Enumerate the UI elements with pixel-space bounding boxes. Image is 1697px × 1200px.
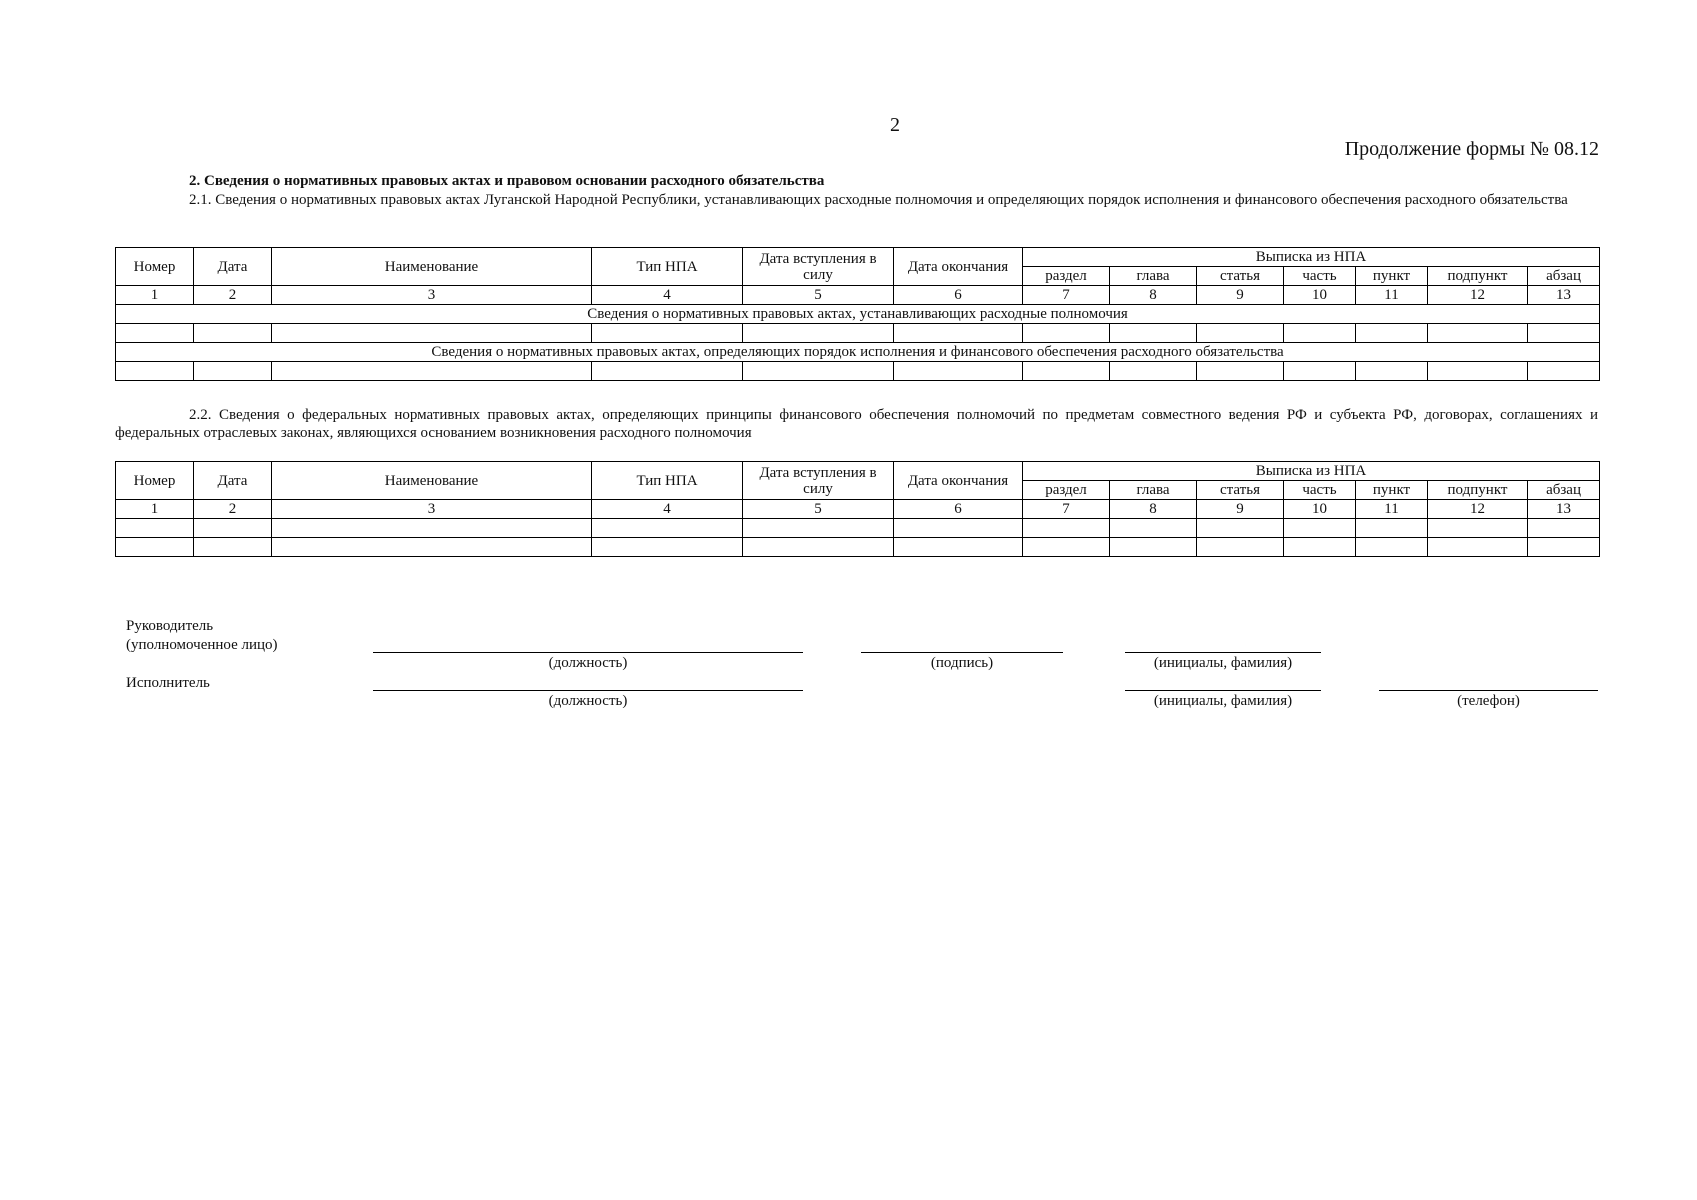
column-numbers-row [116, 500, 1600, 519]
group-row-execution: Сведения о нормативных правовых актах, определяющих порядок исполнения и финансового обеспечения расходного обязательства [116, 343, 1600, 362]
col-num: 5 [743, 500, 894, 519]
header-type: Тип НПА [592, 462, 743, 500]
col-num: 2 [194, 500, 272, 519]
header-subpoint: подпункт [1428, 267, 1528, 286]
col-num: 6 [894, 286, 1023, 305]
col-num: 10 [1284, 286, 1356, 305]
header-article: статья [1197, 481, 1284, 500]
executor-phone-caption: (телефон) [1457, 693, 1520, 709]
col-num: 11 [1356, 286, 1428, 305]
header-type: Тип НПА [592, 248, 743, 286]
col-num: 13 [1528, 286, 1600, 305]
header-extract: Выписка из НПА [1023, 462, 1600, 481]
header-section: раздел [1023, 481, 1110, 500]
paragraph-2-2: 2.2. Сведения о федеральных нормативных правовых актах, определяющих принципы финансового обеспечения полномочий по предметам совместного ведения РФ и субъекта РФ, договорах, соглашениях и федеральных отраслевых законах, являющихся основанием возникновения расходного полномочия [115, 407, 1598, 441]
executor-label: Исполнитель [126, 675, 210, 691]
header-name: Наименование [272, 462, 592, 500]
col-num: 12 [1428, 286, 1528, 305]
col-num: 1 [116, 286, 194, 305]
header-point: пункт [1356, 481, 1428, 500]
npa-table-federal [115, 461, 1600, 557]
executor-initials-caption: (инициалы, фамилия) [1153, 693, 1293, 709]
col-num: 7 [1023, 500, 1110, 519]
header-date: Дата [194, 462, 272, 500]
header-part: часть [1284, 267, 1356, 286]
col-num: 3 [272, 500, 592, 519]
header-section: раздел [1023, 267, 1110, 286]
header-point: пункт [1356, 267, 1428, 286]
col-num: 7 [1023, 286, 1110, 305]
header-effective-date: Дата вступления в силу [743, 462, 894, 500]
section-title: 2. Сведения о нормативных правовых актах и правовом основании расходного обязательства [189, 173, 825, 189]
column-numbers-row [116, 286, 1600, 305]
header-paragraph: абзац [1528, 267, 1600, 286]
paragraph-2-1: 2.1. Сведения о нормативных правовых актах Луганской Народной Республики, устанавливающих расходные полномочия и определяющих порядок исполнения и финансового обеспечения расходного обязательства [189, 192, 1568, 208]
header-subpoint: подпункт [1428, 481, 1528, 500]
header-end-date: Дата окончания [894, 248, 1023, 286]
header-end-date: Дата окончания [894, 462, 1023, 500]
table-row [116, 362, 1600, 381]
col-num: 1 [116, 500, 194, 519]
header-part: часть [1284, 481, 1356, 500]
col-num: 2 [194, 286, 272, 305]
header-article: статья [1197, 267, 1284, 286]
header-effective-date: Дата вступления в силу [743, 248, 894, 286]
col-num: 5 [743, 286, 894, 305]
col-num: 11 [1356, 500, 1428, 519]
head-initials-caption: (инициалы, фамилия) [1153, 655, 1293, 671]
col-num: 3 [272, 286, 592, 305]
col-num: 8 [1110, 500, 1197, 519]
executor-phone-line[interactable] [1379, 690, 1598, 691]
col-num: 10 [1284, 500, 1356, 519]
executor-initials-line[interactable] [1125, 690, 1321, 691]
col-num: 9 [1197, 500, 1284, 519]
form-continuation: Продолжение формы № 08.12 [1344, 138, 1599, 160]
head-signature-line[interactable] [861, 652, 1063, 653]
col-num: 8 [1110, 286, 1197, 305]
col-num: 4 [592, 500, 743, 519]
executor-position-caption: (должность) [548, 693, 628, 709]
table-row [116, 519, 1600, 538]
header-chapter: глава [1110, 267, 1197, 286]
header-date: Дата [194, 248, 272, 286]
header-extract: Выписка из НПА [1023, 248, 1600, 267]
head-signature-caption: (подпись) [930, 655, 994, 671]
head-position-line[interactable] [373, 652, 803, 653]
table-row [116, 324, 1600, 343]
group-row-powers: Сведения о нормативных правовых актах, устанавливающих расходные полномочия [116, 305, 1600, 324]
header-number: Номер [116, 462, 194, 500]
executor-position-line[interactable] [373, 690, 803, 691]
header-name: Наименование [272, 248, 592, 286]
npa-table-regional [115, 247, 1600, 381]
col-num: 13 [1528, 500, 1600, 519]
table-row [116, 538, 1600, 557]
header-number: Номер [116, 248, 194, 286]
col-num: 9 [1197, 286, 1284, 305]
col-num: 12 [1428, 500, 1528, 519]
head-position-caption: (должность) [548, 655, 628, 671]
header-paragraph: абзац [1528, 481, 1600, 500]
col-num: 6 [894, 500, 1023, 519]
col-num: 4 [592, 286, 743, 305]
header-chapter: глава [1110, 481, 1197, 500]
page-number: 2 [890, 114, 900, 136]
head-authorized-label: (уполномоченное лицо) [126, 637, 278, 653]
head-initials-line[interactable] [1125, 652, 1321, 653]
head-label: Руководитель [126, 618, 214, 634]
